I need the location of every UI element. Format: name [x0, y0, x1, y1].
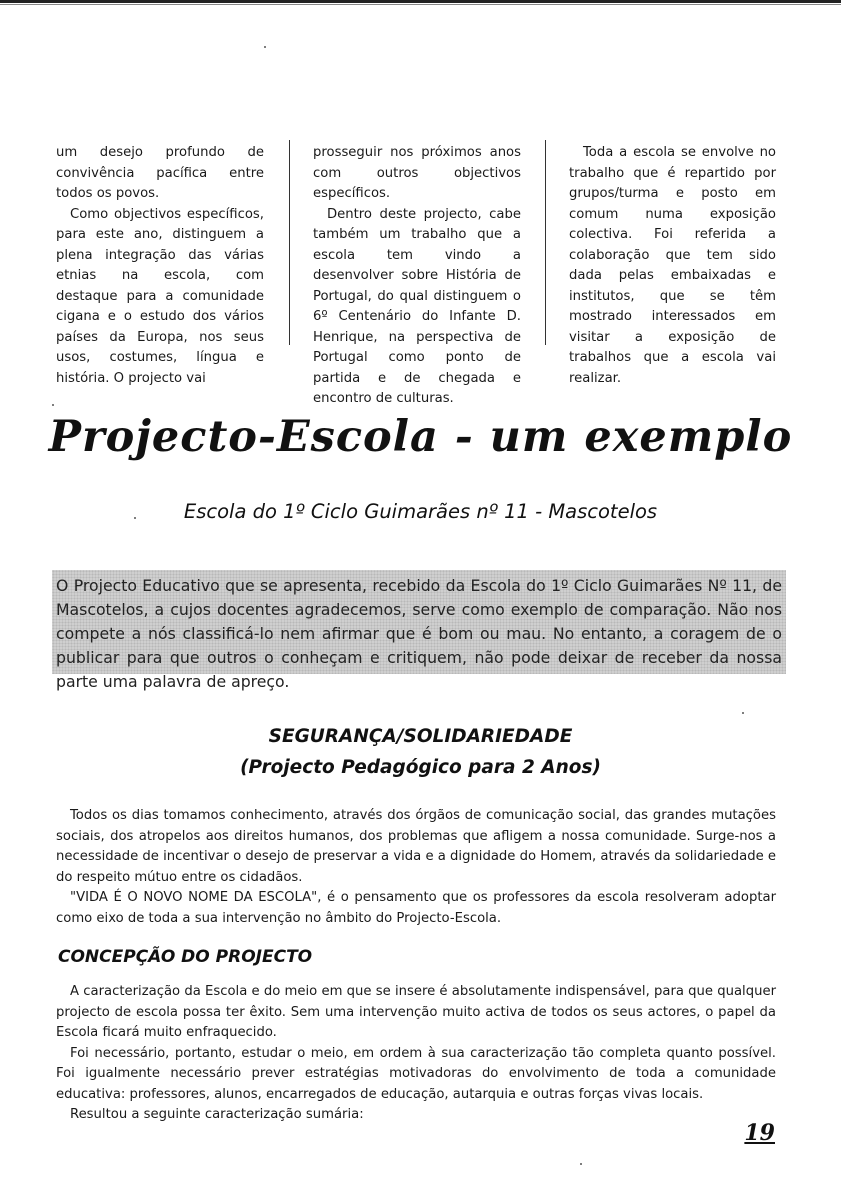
column-divider-1	[289, 140, 290, 345]
section-paragraph-1: Todos os dias tomamos conhecimento, através dos órgãos de comunicação social, das grandes mutações sociais, dos atropelos aos direitos humanos, dos problemas que afligem a nossa comunidade. Surge-nos a necessidade de incentivar o desejo de preservar a vida e a dignidade do Homem, através da solidariedade e do respeito mútuo entre os cidadãos.	[56, 808, 776, 885]
top-border-rule-thin	[0, 4, 841, 5]
section-body	[56, 806, 776, 929]
column-1-paragraph-2: Como objectivos específicos, para este ano, distinguem a plena integração das várias etnias na escola, com destaque para a comunidade cigana e o estudo dos vários países da Europa, nos seus usos, costumes, língua e história. O projecto vai	[56, 206, 264, 386]
scan-speck	[52, 404, 54, 406]
school-subheadline: Escola do 1º Ciclo Guimarães nº 11 - Mascotelos	[183, 500, 658, 523]
concepcao-paragraph-3: Resultou a seguinte caracterização sumária:	[70, 1107, 364, 1122]
column-1	[56, 143, 264, 389]
section-title: SEGURANÇA/SOLIDARIEDADE	[268, 726, 573, 747]
section-paragraph-2: "VIDA É O NOVO NOME DA ESCOLA", é o pensamento que os professores da escola resolveram adoptar como eixo de toda a sua intervenção no âmbito do Projecto-Escola.	[56, 890, 776, 926]
column-2-paragraph-2: Dentro deste projecto, cabe também um trabalho que a escola tem vindo a desenvolver sobre História de Portugal, do qual distinguem o 6º Centenário do Infante D. Henrique, na perspectiva de Portugal como ponto de partida e de chegada e encontro de culturas.	[313, 206, 521, 406]
column-divider-2	[545, 140, 546, 345]
concepcao-heading: CONCEPÇÃO DO PROJECTO	[58, 947, 313, 967]
scan-speck	[742, 712, 744, 714]
column-3-paragraph-1: Toda a escola se envolve no trabalho que é repartido por grupos/turma e posto em comum numa exposição colectiva. Foi referida a colaboração que tem sido dada pelas embaixadas e institutos, que se têm mostrado interessados em visitar a exposição de trabalhos que a escola vai realizar.	[569, 145, 776, 386]
shaded-intro-text: O Projecto Educativo que se apresenta, recebido da Escola do 1º Ciclo Guimarães Nº 11, de Mascotelos, a cujos docentes agradecemos, serve como exemplo de comparação. Não nos compete a nós classificá-lo nem afirmar que é bom ou mau. No entanto, a coragem de o publicar para que outros o conheçam e critiquem, não pode deixar de receber da nossa parte uma palavra de apreço.	[56, 576, 782, 691]
column-2-paragraph-1: prosseguir nos próximos anos com outros objectivos específicos.	[313, 145, 521, 201]
concepcao-paragraph-1: A caracterização da Escola e do meio em que se insere é absolutamente indispensável, para que qualquer projecto de escola possa ter êxito. Sem uma intervenção muito activa de todos os seus actores, o papel da Escola ficará muito enfraquecido.	[56, 984, 776, 1040]
page-number: 19	[744, 1120, 775, 1146]
scan-speck	[264, 46, 266, 48]
top-border-rule	[0, 0, 841, 3]
column-3	[569, 143, 776, 389]
concepcao-paragraph-2: Foi necessário, portanto, estudar o meio, em ordem à sua caracterização tão completa quanto possível. Foi igualmente necessário prever estratégias motivadoras do envolvimento de toda a comunidade educativa: professores, alunos, encarregados de educação, autarquia e outras forças vivas locais.	[56, 1045, 776, 1102]
column-1-paragraph-1: um desejo profundo de convivência pacífica entre todos os povos.	[56, 145, 264, 201]
scan-speck	[580, 1163, 582, 1165]
concepcao-body	[56, 982, 776, 1126]
shaded-intro-box	[52, 570, 786, 691]
article-headline: Projecto-Escola - um exemplo	[48, 412, 793, 462]
section-subtitle: (Projecto Pedagógico para 2 Anos)	[240, 757, 601, 778]
column-2	[313, 143, 521, 410]
scan-speck	[134, 517, 136, 519]
